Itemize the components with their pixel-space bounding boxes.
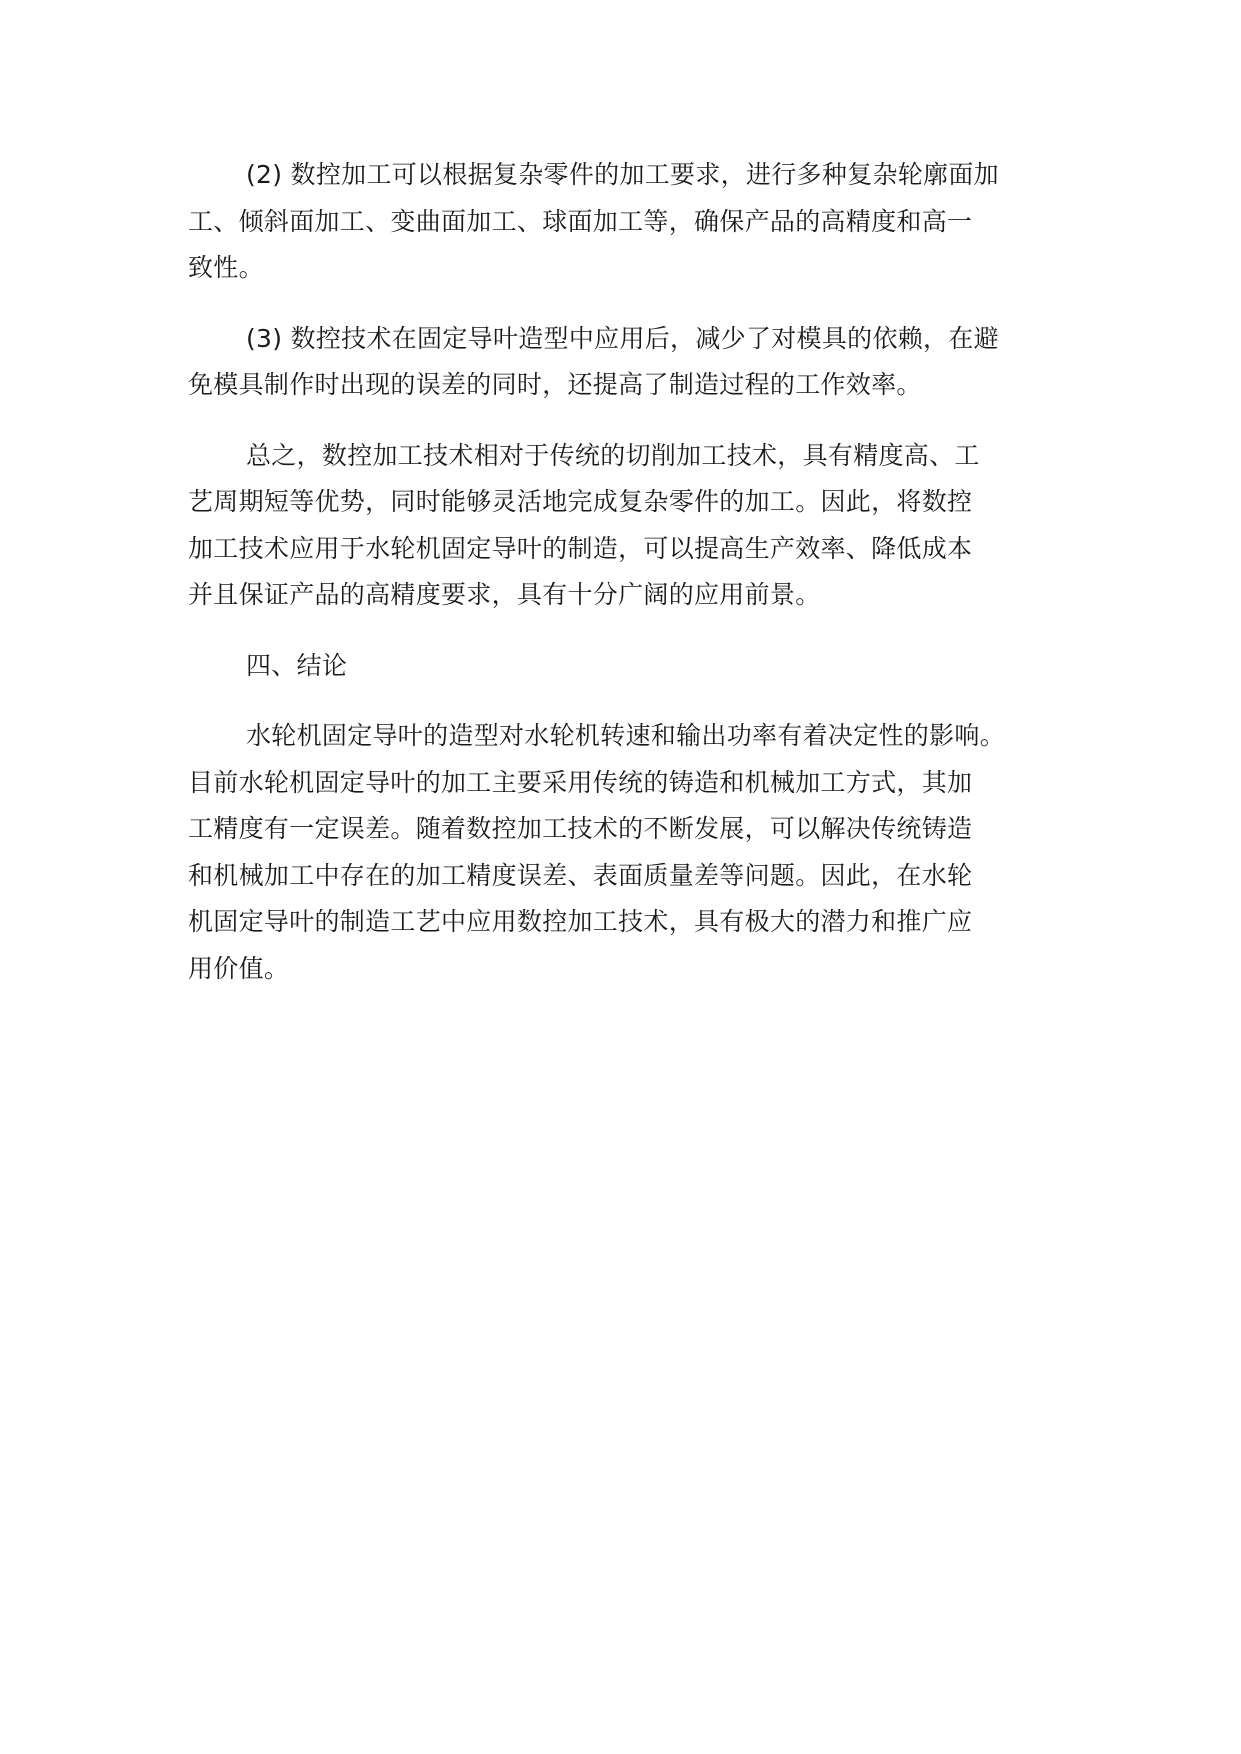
paragraph-conclusion — [188, 713, 1068, 992]
paragraph-summary — [188, 433, 1068, 619]
paragraph-line: 工、倾斜面加工、变曲面加工、球面加工等，确保产品的高精度和高一 — [188, 206, 973, 236]
paragraph-line: 免模具制作时出现的误差的同时，还提高了制造过程的工作效率。 — [188, 370, 922, 399]
paragraph-line: 总之，数控加工技术相对于传统的切削加工技术，具有精度高、工 — [246, 440, 980, 470]
paragraph-line: 艺周期短等优势，同时能够灵活地完成复杂零件的加工。因此，将数控 — [188, 487, 973, 516]
paragraph-line: 水轮机固定导叶的造型对水轮机转速和输出功率有着决定性的影响。 — [246, 721, 1006, 750]
paragraph-line: (2) 数控加工可以根据复杂零件的加工要求，进行多种复杂轮廓面加 — [246, 160, 999, 189]
paragraph-line: 用价值。 — [188, 953, 290, 983]
paragraph-line: 致性。 — [188, 253, 264, 282]
section-heading-text: 四、结论 — [246, 650, 348, 680]
paragraph-item-2 — [188, 152, 1068, 292]
paragraph-line: 目前水轮机固定导叶的加工主要采用传统的铸造和机械加工方式，其加 — [188, 767, 973, 797]
paragraph-line: 加工技术应用于水轮机固定导叶的制造，可以提高生产效率、降低成本 — [188, 533, 973, 563]
paragraph-line: 工精度有一定误差。随着数控加工技术的不断发展，可以解决传统铸造 — [188, 814, 973, 843]
paragraph-line: 和机械加工中存在的加工精度误差、表面质量差等问题。因此，在水轮 — [188, 860, 973, 890]
paragraph-item-3 — [188, 316, 1068, 409]
paragraph-line: (3) 数控技术在固定导叶造型中应用后，减少了对模具的依赖，在避 — [246, 323, 999, 353]
paragraph-line: 并且保证产品的高精度要求，具有十分广阔的应用前景。 — [188, 580, 821, 609]
paragraph-line: 机固定导叶的制造工艺中应用数控加工技术，具有极大的潜力和推广应 — [188, 907, 973, 936]
section-heading-conclusion — [188, 643, 1068, 690]
document-body — [188, 152, 1068, 1016]
